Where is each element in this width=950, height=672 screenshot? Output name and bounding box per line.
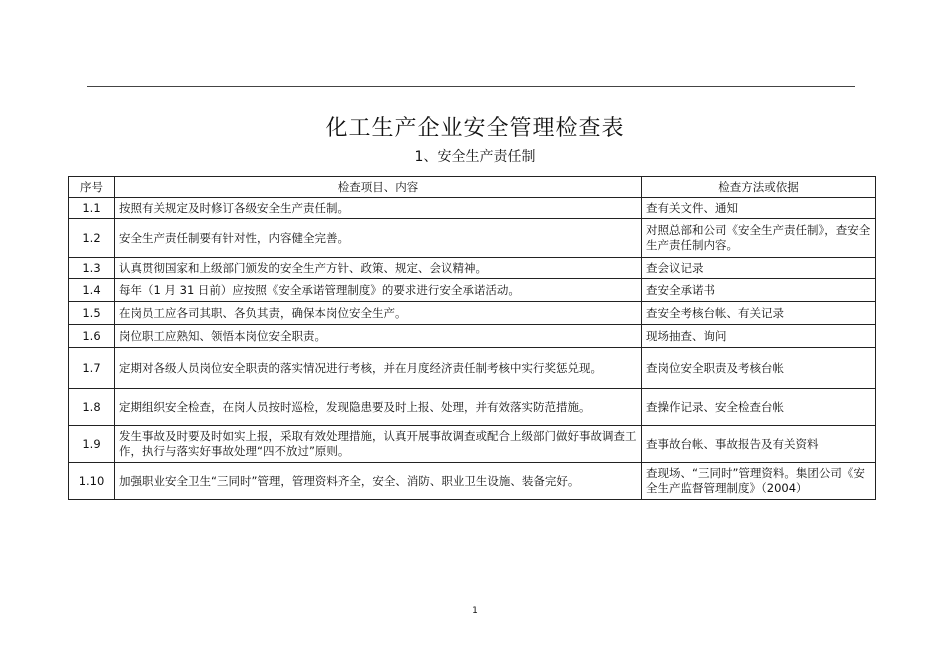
check-method: 查有关文件、通知: [642, 198, 876, 219]
row-number: 1.3: [69, 258, 115, 279]
check-method: 查事故台帐、事故报告及有关资料: [642, 426, 876, 463]
table-header-row: [69, 177, 876, 198]
section-title: 1、安全生产责任制: [414, 149, 536, 165]
check-method: 现场抽查、询问: [642, 325, 876, 348]
row-number: 1.2: [69, 219, 115, 258]
table-row: [69, 463, 876, 500]
checklist-table: [68, 176, 876, 500]
table-row: [69, 258, 876, 279]
check-method: 对照总部和公司《安全生产责任制》，查安全生产责任制内容。: [642, 219, 876, 258]
table-row: [69, 279, 876, 302]
check-item: 每年（1 月 31 日前）应按照《安全承诺管理制度》的要求进行安全承诺活动。: [115, 279, 642, 302]
table-row: [69, 325, 876, 348]
column-header-item: 检查项目、内容: [115, 177, 642, 198]
check-item: 认真贯彻国家和上级部门颁发的安全生产方针、政策、规定、会议精神。: [115, 258, 642, 279]
row-number: 1.7: [69, 348, 115, 389]
check-item: 加强职业安全卫生“三同时”管理，管理资料齐全，安全、消防、职业卫生设施、装备完好。: [115, 463, 642, 500]
table-row: [69, 348, 876, 389]
check-method: 查安全承诺书: [642, 279, 876, 302]
check-item: 在岗员工应各司其职、各负其责，确保本岗位安全生产。: [115, 302, 642, 325]
row-number: 1.4: [69, 279, 115, 302]
table-row: [69, 219, 876, 258]
check-item: 按照有关规定及时修订各级安全生产责任制。: [115, 198, 642, 219]
page-number: 1: [472, 606, 478, 616]
row-number: 1.5: [69, 302, 115, 325]
check-item: 定期组织安全检查，在岗人员按时巡检，发现隐患要及时上报、处理，并有效落实防范措施。: [115, 389, 642, 426]
check-item: 定期对各级人员岗位安全职责的落实情况进行考核，并在月度经济责任制考核中实行奖惩兑现。: [115, 348, 642, 389]
column-header-no: 序号: [69, 177, 115, 198]
check-item: 发生事故及时要及时如实上报，采取有效处理措施，认真开展事故调查或配合上级部门做好事故调查工作，执行与落实好事故处理“四不放过”原则。: [115, 426, 642, 463]
row-number: 1.8: [69, 389, 115, 426]
row-number: 1.10: [69, 463, 115, 500]
check-method: 查操作记录、安全检查台帐: [642, 389, 876, 426]
document-title: 化工生产企业安全管理检查表: [325, 116, 625, 141]
table-row: [69, 198, 876, 219]
check-method: 查会议记录: [642, 258, 876, 279]
check-method: 查现场、“三同时”管理资料。集团公司《安全生产监督管理制度》（2004）: [642, 463, 876, 500]
row-number: 1.6: [69, 325, 115, 348]
check-item: 安全生产责任制要有针对性，内容健全完善。: [115, 219, 642, 258]
check-method: 查岗位安全职责及考核台帐: [642, 348, 876, 389]
header-rule: [87, 86, 855, 87]
check-item: 岗位职工应熟知、领悟本岗位安全职责。: [115, 325, 642, 348]
check-method: 查安全考核台帐、有关记录: [642, 302, 876, 325]
row-number: 1.1: [69, 198, 115, 219]
table-row: [69, 389, 876, 426]
row-number: 1.9: [69, 426, 115, 463]
column-header-method: 检查方法或依据: [642, 177, 876, 198]
table-row: [69, 302, 876, 325]
table-row: [69, 426, 876, 463]
